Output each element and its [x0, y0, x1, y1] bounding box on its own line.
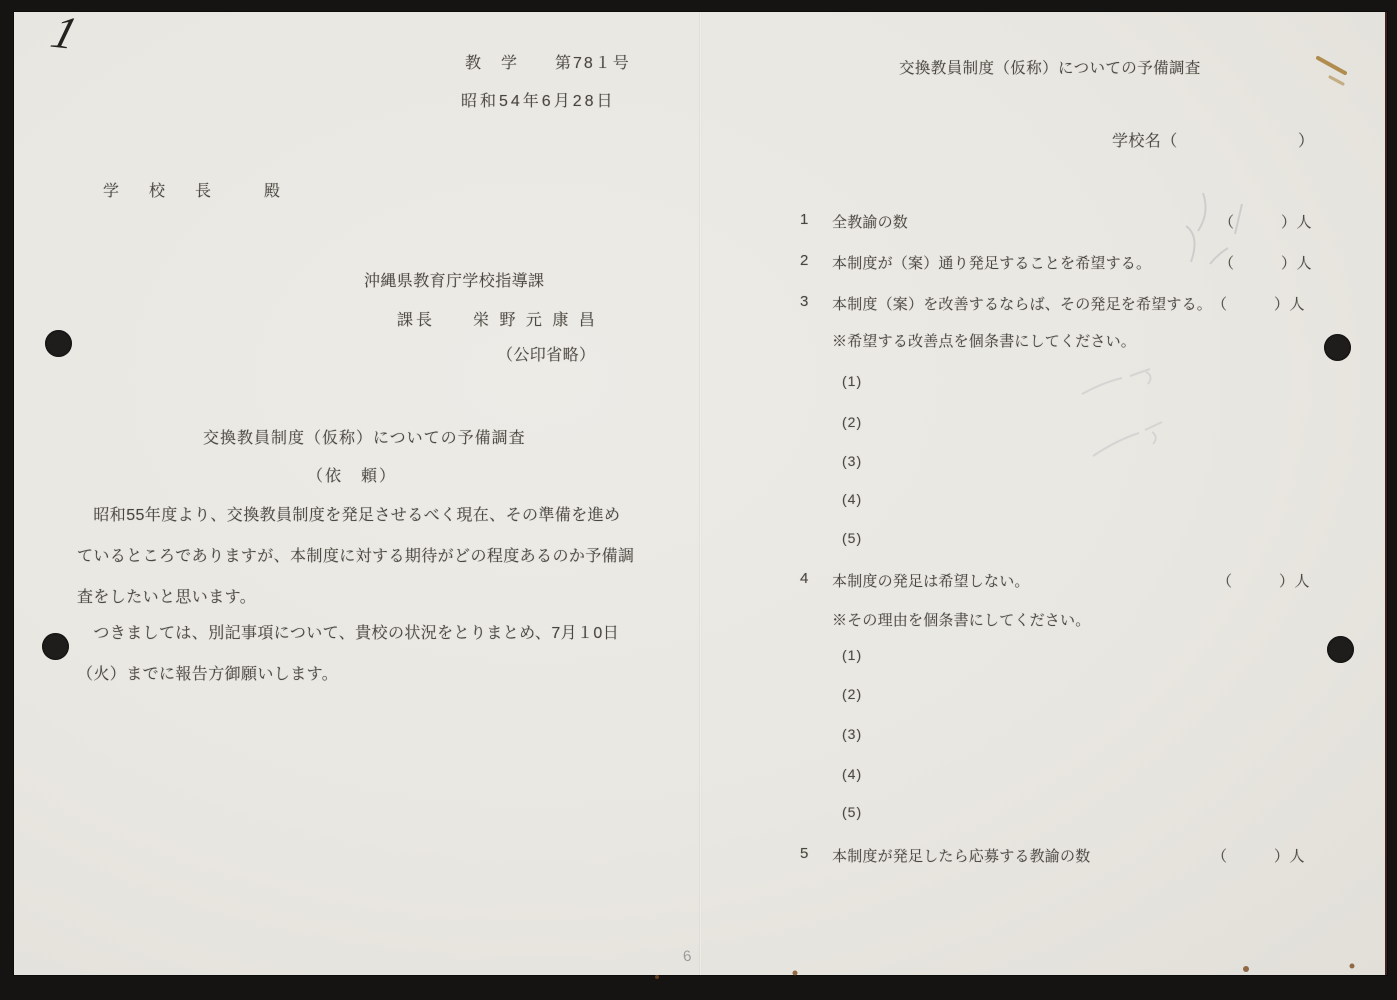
center-fold-crease	[699, 12, 702, 975]
body-line: つきましては、別記事項について、貴校の状況をとりまとめ、7月１0日	[77, 625, 620, 642]
blank-line: (5)	[842, 530, 863, 546]
blank-line: (2)	[842, 686, 863, 702]
item-text: 本制度が発足したら応募する教諭の数	[832, 848, 1091, 865]
seal-omitted-note: （公印省略）	[497, 347, 596, 364]
item-text: 本制度（案）を改善するならば、その発足を希望する。	[832, 296, 1213, 313]
body-line: 査をしたいと思います。	[77, 589, 257, 606]
school-name-close-paren: ）	[1298, 133, 1315, 150]
blank-line: (3)	[842, 453, 863, 469]
item-text: 全教諭の数	[832, 214, 909, 231]
blank-line: (2)	[842, 414, 863, 430]
item-text: 本制度の発足は希望しない。	[832, 573, 1030, 590]
blank-line: (1)	[842, 647, 863, 663]
document-subtitle: （依 頼）	[307, 468, 398, 485]
body-line: ているところでありますが、本制度に対する期待がどの程度あるのか予備調	[77, 548, 635, 565]
item-note: ※その理由を個条書にしてください。	[832, 612, 1091, 629]
item-note: ※希望する改善点を個条書にしてください。	[832, 333, 1137, 350]
body-line: 昭和55年度より、交換教員制度を発足させるべく現在、その準備を進め	[77, 507, 621, 524]
doc-date: 昭和54年6月28日	[461, 93, 616, 110]
item-number: 1	[800, 211, 809, 228]
item-number: 3	[800, 293, 809, 310]
blank-line: (4)	[842, 766, 863, 782]
document-title: 交換教員制度（仮称）についての予備調査	[203, 430, 526, 447]
blank-line: (4)	[842, 491, 863, 507]
punch-hole	[45, 330, 72, 357]
body-line: （火）までに報告方御願いします。	[77, 666, 339, 683]
doc-number: 教 学 第78１号	[465, 55, 631, 72]
sender-name: 課長 栄 野 元 康 昌	[397, 312, 598, 329]
punch-hole	[1327, 636, 1354, 663]
punch-hole	[1324, 334, 1351, 361]
addressee: 学 校 長 殿	[103, 183, 288, 200]
answer-blank: （ ）人	[1219, 255, 1313, 272]
answer-blank: （ ）人	[1212, 296, 1306, 313]
punch-hole	[42, 633, 69, 660]
answer-blank: （ ）人	[1212, 848, 1306, 865]
handwritten-footer-mark: 6	[682, 947, 693, 966]
item-number: 5	[800, 845, 809, 862]
item-text: 本制度が（案）通り発足することを希望する。	[832, 255, 1152, 272]
handwritten-page-mark: 1	[45, 6, 84, 59]
sender-organization: 沖縄県教育庁学校指導課	[364, 273, 545, 290]
item-number: 2	[800, 252, 809, 269]
school-name-label: 学校名（	[1112, 133, 1178, 150]
form-title: 交換教員制度（仮称）についての予備調査	[899, 60, 1201, 77]
blank-line: (3)	[842, 726, 863, 742]
answer-blank: （ ）人	[1219, 214, 1313, 231]
answer-blank: （ ）人	[1217, 573, 1311, 590]
blank-line: (1)	[842, 373, 863, 389]
item-number: 4	[800, 570, 809, 587]
blank-line: (5)	[842, 804, 863, 820]
